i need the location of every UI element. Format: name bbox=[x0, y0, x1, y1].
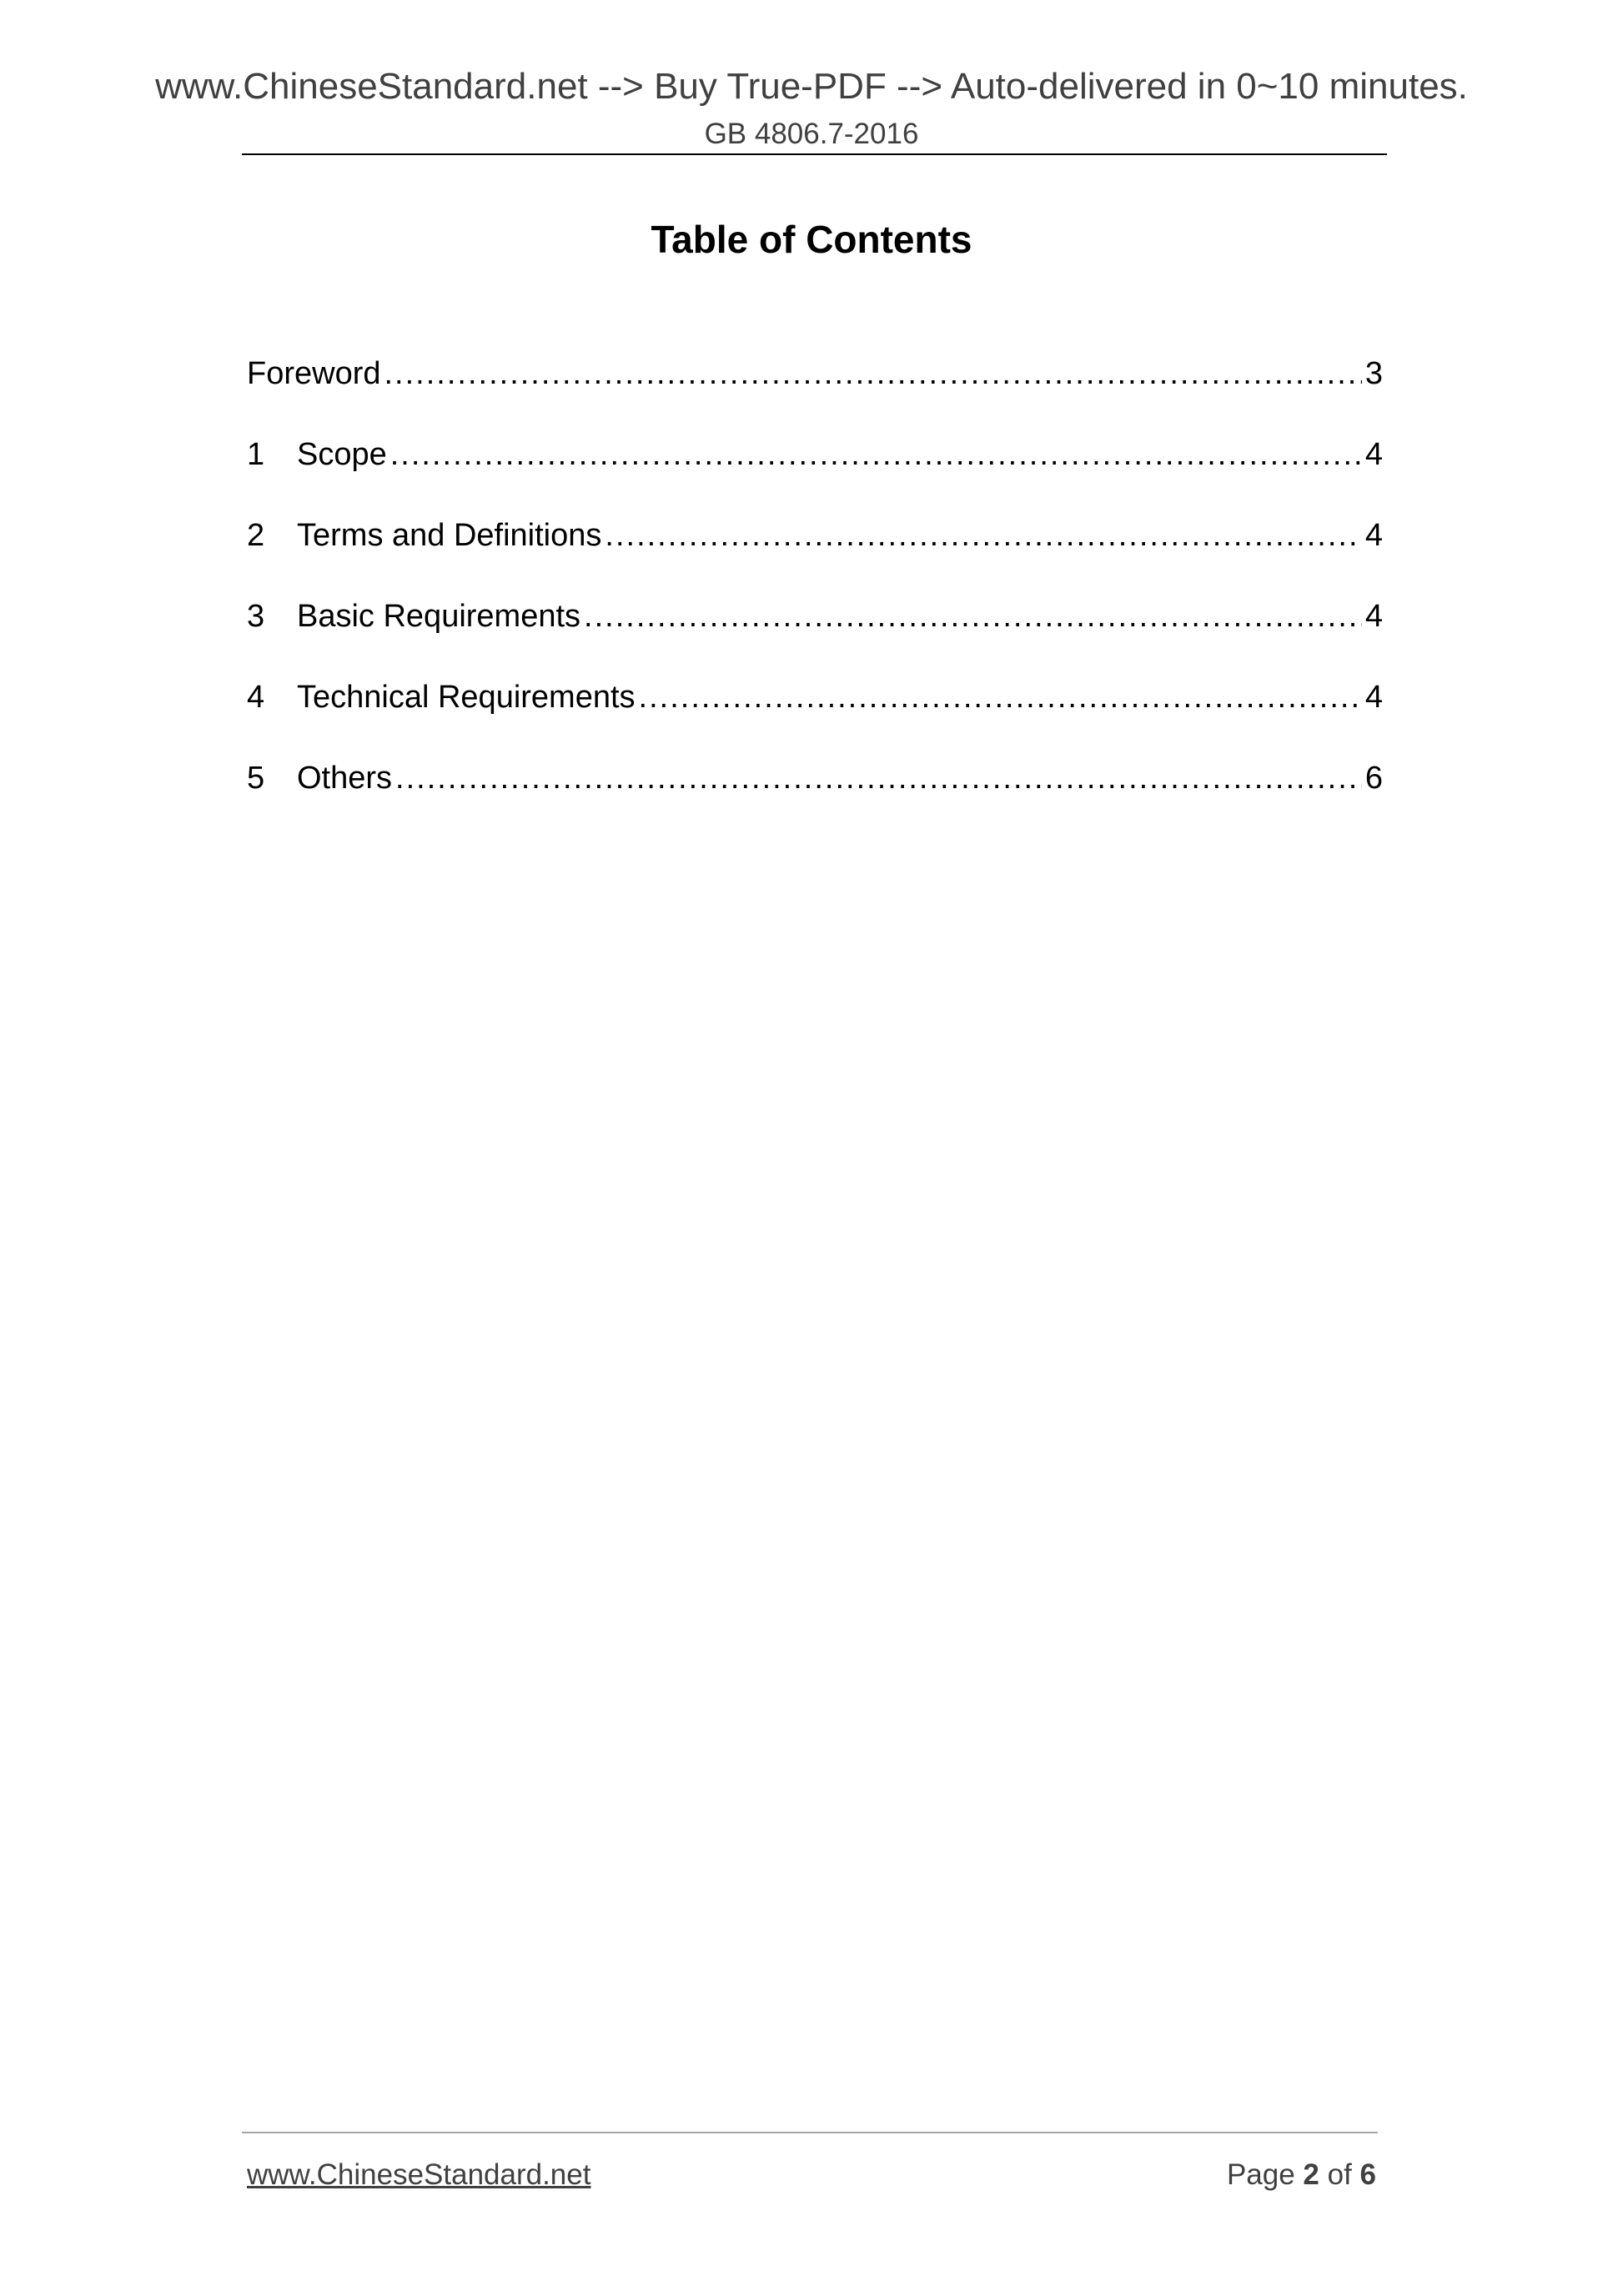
toc-entry-technical-requirements[interactable] bbox=[247, 674, 1383, 755]
toc-dot-leader bbox=[395, 755, 1362, 801]
total-pages-number: 6 bbox=[1359, 2158, 1376, 2191]
toc-entry-page: 4 bbox=[1364, 599, 1383, 634]
toc-dot-leader bbox=[639, 674, 1362, 721]
toc-entry-title: Technical Requirements bbox=[297, 680, 636, 715]
toc-entry-basic-requirements[interactable] bbox=[247, 593, 1383, 674]
header-divider bbox=[242, 153, 1387, 155]
toc-title: Table of Contents bbox=[651, 218, 972, 261]
toc-entry-terms-and-definitions[interactable] bbox=[247, 512, 1383, 593]
toc-entry-number: 1 bbox=[247, 437, 265, 472]
toc-dot-leader bbox=[390, 431, 1362, 478]
toc-entry-title: Scope bbox=[297, 437, 387, 472]
toc-dot-leader bbox=[384, 350, 1362, 397]
page-of-label: of bbox=[1319, 2158, 1360, 2191]
toc-entry-title: Foreword bbox=[247, 356, 381, 391]
toc-entry-number: 3 bbox=[247, 599, 265, 634]
toc-entry-foreword[interactable] bbox=[247, 350, 1383, 431]
site-banner: www.ChineseStandard.net --> Buy True-PDF --> Auto-delivered in 0~10 minutes. bbox=[155, 66, 1468, 107]
toc-entry-page: 4 bbox=[1364, 437, 1383, 472]
toc-entry-scope[interactable] bbox=[247, 431, 1383, 512]
toc-entry-page: 6 bbox=[1364, 761, 1383, 796]
footer-website-link[interactable]: www.ChineseStandard.net bbox=[247, 2158, 591, 2191]
toc-entry-number: 5 bbox=[247, 761, 265, 796]
current-page-number: 2 bbox=[1303, 2158, 1319, 2191]
standard-code: GB 4806.7-2016 bbox=[704, 118, 919, 150]
toc-entry-title: Others bbox=[297, 761, 393, 796]
table-of-contents bbox=[247, 350, 1383, 836]
toc-entry-title: Terms and Definitions bbox=[297, 518, 602, 553]
footer-divider bbox=[242, 2132, 1378, 2133]
toc-entry-page: 3 bbox=[1364, 356, 1383, 391]
toc-entry-number: 4 bbox=[247, 680, 265, 715]
toc-dot-leader bbox=[584, 593, 1362, 640]
toc-entry-page: 4 bbox=[1364, 680, 1383, 715]
page-label: Page bbox=[1226, 2158, 1304, 2191]
toc-dot-leader bbox=[605, 512, 1361, 559]
toc-entry-number: 2 bbox=[247, 518, 265, 553]
page-indicator bbox=[1227, 2157, 1376, 2193]
toc-entry-title: Basic Requirements bbox=[297, 599, 581, 634]
toc-entry-page: 4 bbox=[1364, 518, 1383, 553]
toc-entry-others[interactable] bbox=[247, 755, 1383, 836]
